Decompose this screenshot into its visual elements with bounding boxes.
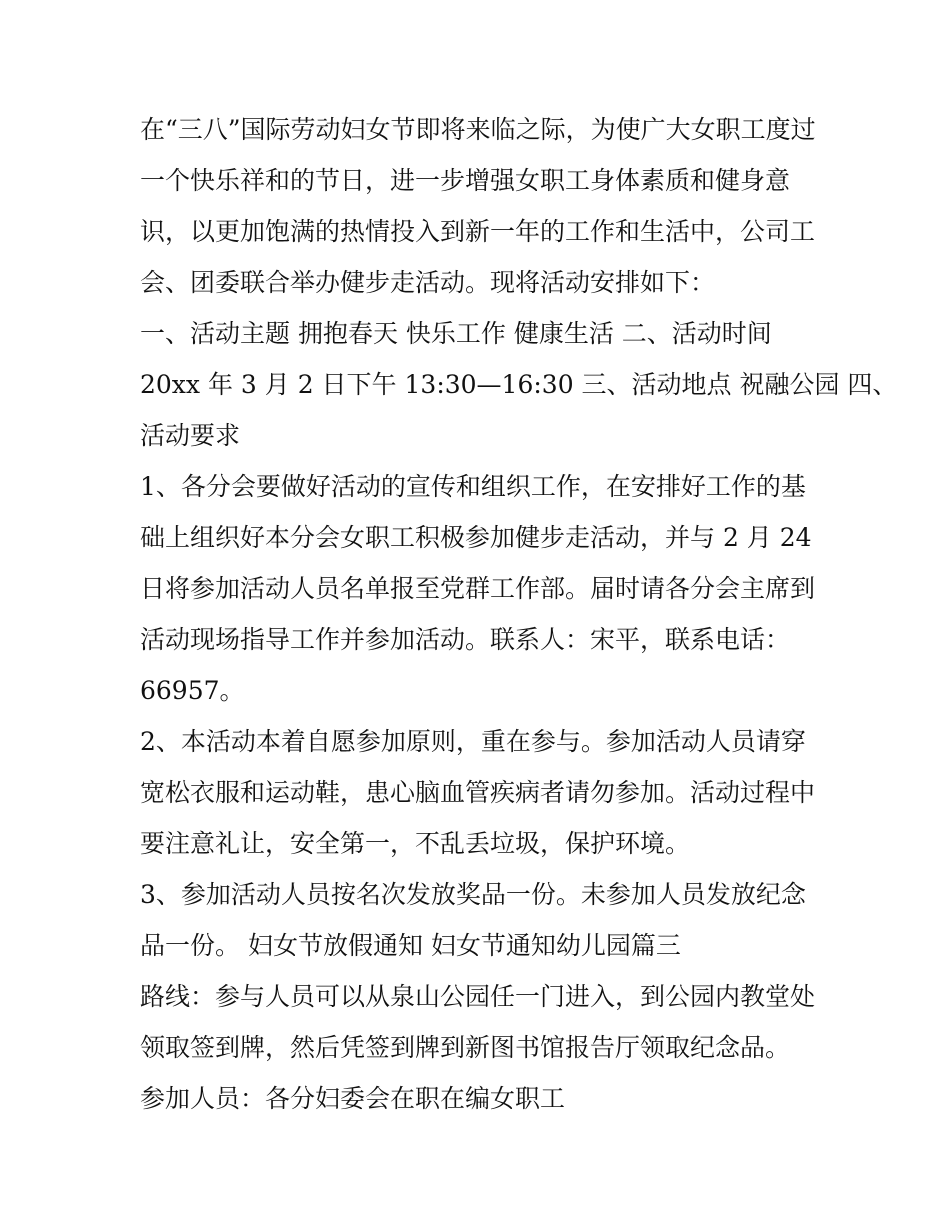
text-line: 参加人员：各分妇委会在职在编女职工: [140, 1084, 566, 1113]
text-line: 会、团委联合举办健步走活动。现将活动安排如下：: [140, 268, 716, 297]
text-line: 础上组织好本分会女职工积极参加健步走活动，并与 2 月 24: [140, 523, 812, 552]
text-line: 一、活动主题 拥抱春天 快乐工作 健康生活 二、活动时间: [140, 319, 772, 348]
text-line: 66957。: [140, 676, 245, 705]
text-line: 一个快乐祥和的节日，进一步增强女职工身体素质和健身意: [140, 166, 791, 195]
text-line: 宽松衣服和运动鞋，患心脑血管疾病者请勿参加。活动过程中: [140, 778, 816, 807]
text-line: 领取签到牌，然后凭签到牌到新图书馆报告厅领取纪念品。: [140, 1033, 791, 1062]
text-line: 2、本活动本着自愿参加原则，重在参与。参加活动人员请穿: [140, 727, 806, 756]
text-line: 品一份。 妇女节放假通知 妇女节通知幼儿园篇三: [140, 931, 681, 960]
text-line: 20xx 年 3 月 2 日下午 13:30—16:30 三、活动地点 祝融公园 四、: [140, 370, 898, 399]
text-line: 要注意礼让，安全第一，不乱丢垃圾，保护环境。: [140, 829, 691, 858]
document-body: [140, 104, 898, 1124]
text-line: 在“三八”国际劳动妇女节即将来临之际，为使广大女职工度过: [140, 115, 816, 144]
text-line: 活动要求: [140, 421, 241, 450]
text-line: 日将参加活动人员名单报至党群工作部。届时请各分会主席到: [140, 574, 816, 603]
text-line: 1、各分会要做好活动的宣传和组织工作，在安排好工作的基: [140, 472, 806, 501]
text-line: 3、参加活动人员按名次发放奖品一份。未参加人员发放纪念: [140, 880, 806, 909]
text-line: 活动现场指导工作并参加活动。联系人：宋平，联系电话：: [140, 625, 791, 654]
text-line: 识，以更加饱满的热情投入到新一年的工作和生活中，公司工: [140, 217, 816, 246]
text-line: 路线：参与人员可以从泉山公园任一门进入，到公园内教堂处: [140, 982, 816, 1011]
